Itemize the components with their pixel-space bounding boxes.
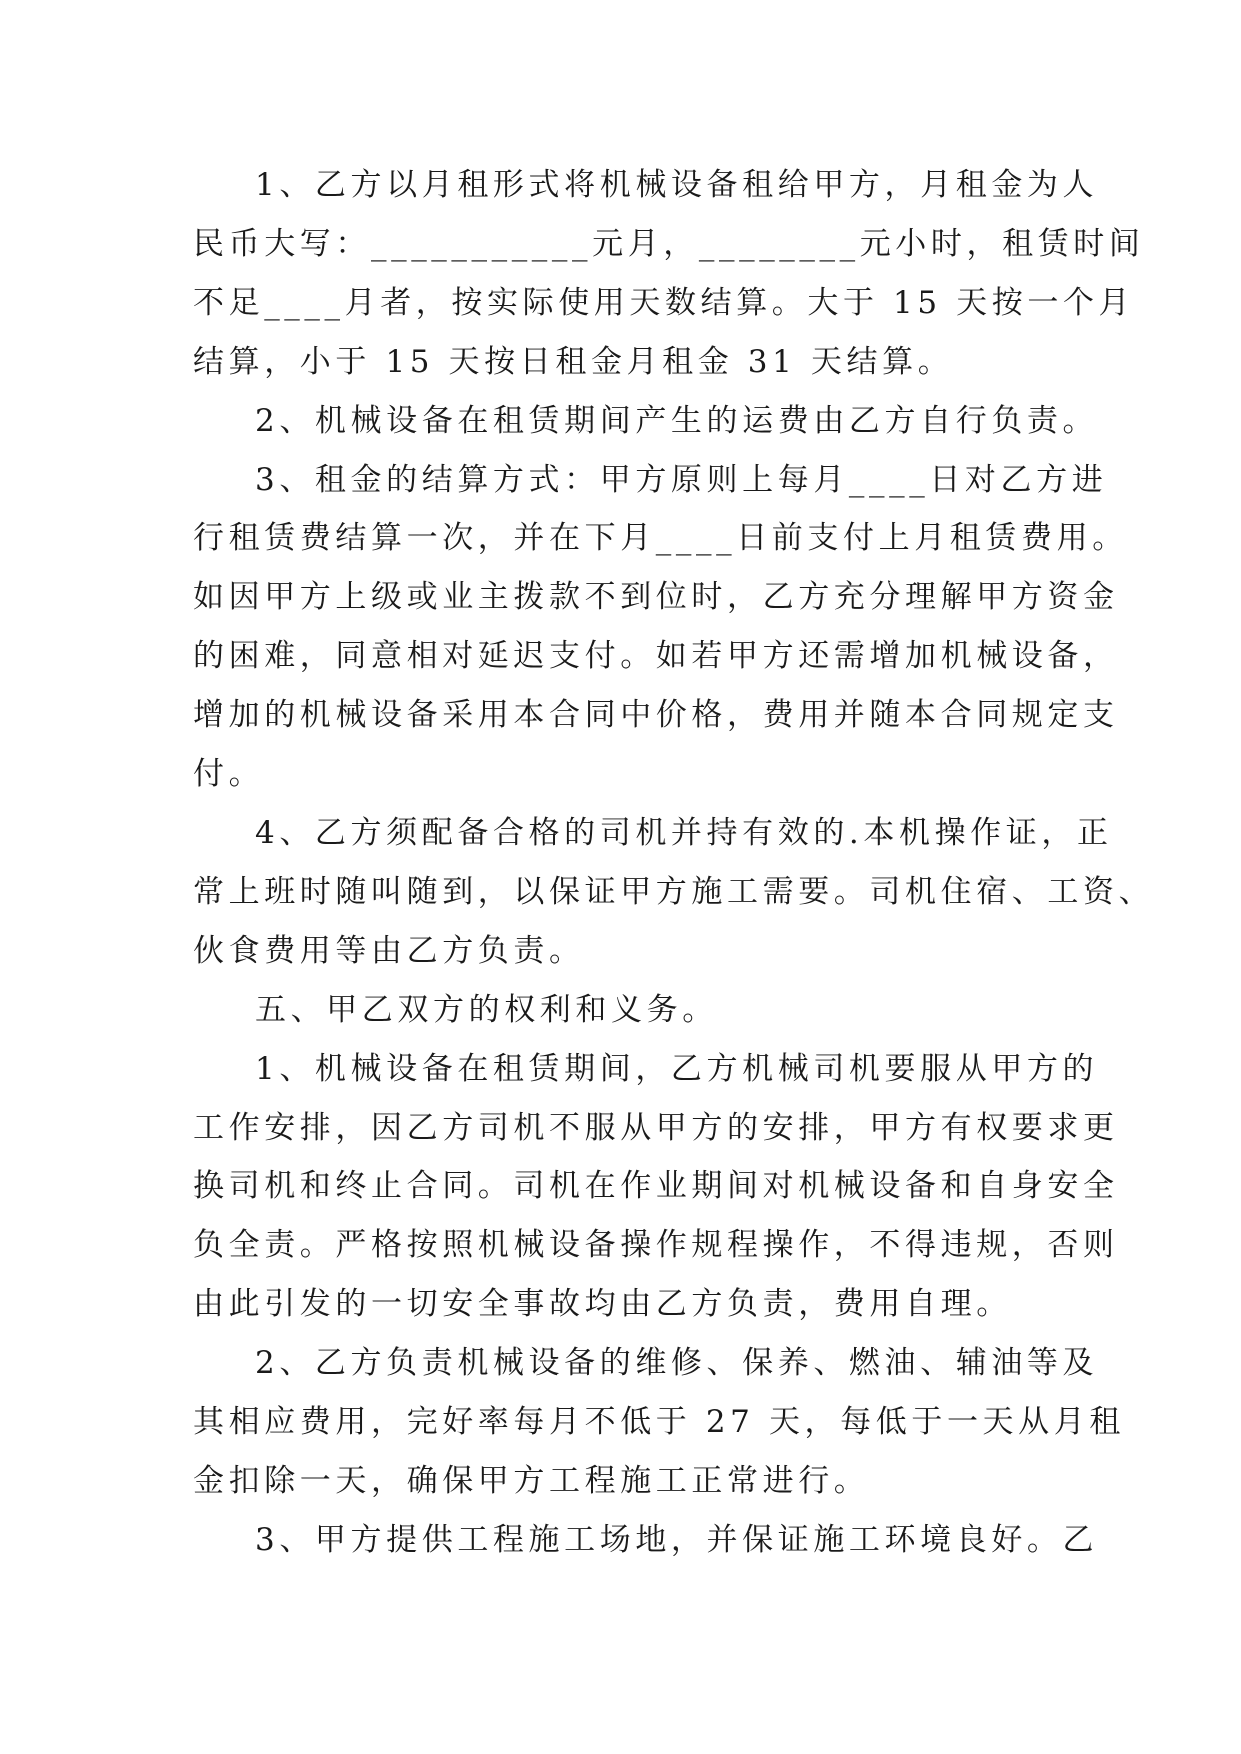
text-line: 由此引发的一切安全事故均由乙方负责，费用自理。: [193, 1286, 1012, 1323]
paragraph-rent-terms: [193, 156, 1145, 392]
document-body: [193, 156, 1155, 1570]
text-line: 如因甲方上级或业主拨款不到位时，乙方充分理解甲方资金: [193, 579, 1119, 616]
text-line: 行租赁费结算一次，并在下月____日前支付上月租赁费用。: [193, 520, 1128, 557]
paragraph-driver-obedience: [193, 1040, 1119, 1335]
text-line: 1、机械设备在租赁期间，乙方机械司机要服从甲方的: [255, 1050, 1099, 1087]
text-line: 换司机和终止合同。司机在作业期间对机械设备和自身安全: [193, 1168, 1119, 1205]
text-line: 结算，小于 15 天按日租金月租金 31 天结算。: [193, 343, 954, 380]
text-line: 负全责。严格按照机械设备操作规程操作，不得违规，否则: [193, 1227, 1119, 1264]
text-line: 1、乙方以月租形式将机械设备租给甲方，月租金为人: [255, 167, 1099, 203]
text-line: 2、机械设备在租赁期间产生的运费由乙方自行负责。: [255, 402, 1099, 439]
paragraph-site: [193, 1511, 1099, 1570]
paragraph-maintenance: [193, 1334, 1125, 1511]
text-line: 2、乙方负责机械设备的维修、保养、燃油、辅油等及: [255, 1345, 1099, 1382]
text-line: 的困难，同意相对延迟支付。如若甲方还需增加机械设备，: [193, 638, 1119, 675]
text-line: 其相应费用，完好率每月不低于 27 天，每低于一天从月租: [193, 1404, 1125, 1441]
text-line: 伙食费用等由乙方负责。: [193, 932, 585, 969]
text-line: 工作安排，因乙方司机不服从甲方的安排，甲方有权要求更: [193, 1109, 1119, 1146]
text-line: 金扣除一天，确保甲方工程施工正常进行。: [193, 1462, 870, 1499]
paragraph-freight: [193, 392, 1099, 451]
text-line: 民币大写：___________元月，________元小时，租赁时间: [193, 225, 1145, 262]
section-heading-rights-obligations: [193, 981, 1063, 1040]
text-line: 增加的机械设备采用本合同中价格，费用并随本合同规定支: [193, 697, 1119, 734]
text-line: 4、乙方须配备合格的司机并持有效的.本机操作证，正: [255, 814, 1113, 851]
text-line: 付。: [193, 756, 265, 793]
text-line: 3、租金的结算方式：甲方原则上每月____日对乙方进: [255, 461, 1108, 498]
text-line: 不足____月者，按实际使用天数结算。大于 15 天按一个月: [193, 284, 1135, 321]
paragraph-settlement: [193, 451, 1128, 804]
text-line: 五、甲乙双方的权利和义务。: [255, 991, 718, 1028]
paragraph-driver: [193, 804, 1155, 981]
text-line: 常上班时随叫随到，以保证甲方施工需要。司机住宿、工资、: [193, 873, 1155, 910]
text-line: 3、甲方提供工程施工场地，并保证施工环境良好。乙: [255, 1521, 1099, 1558]
